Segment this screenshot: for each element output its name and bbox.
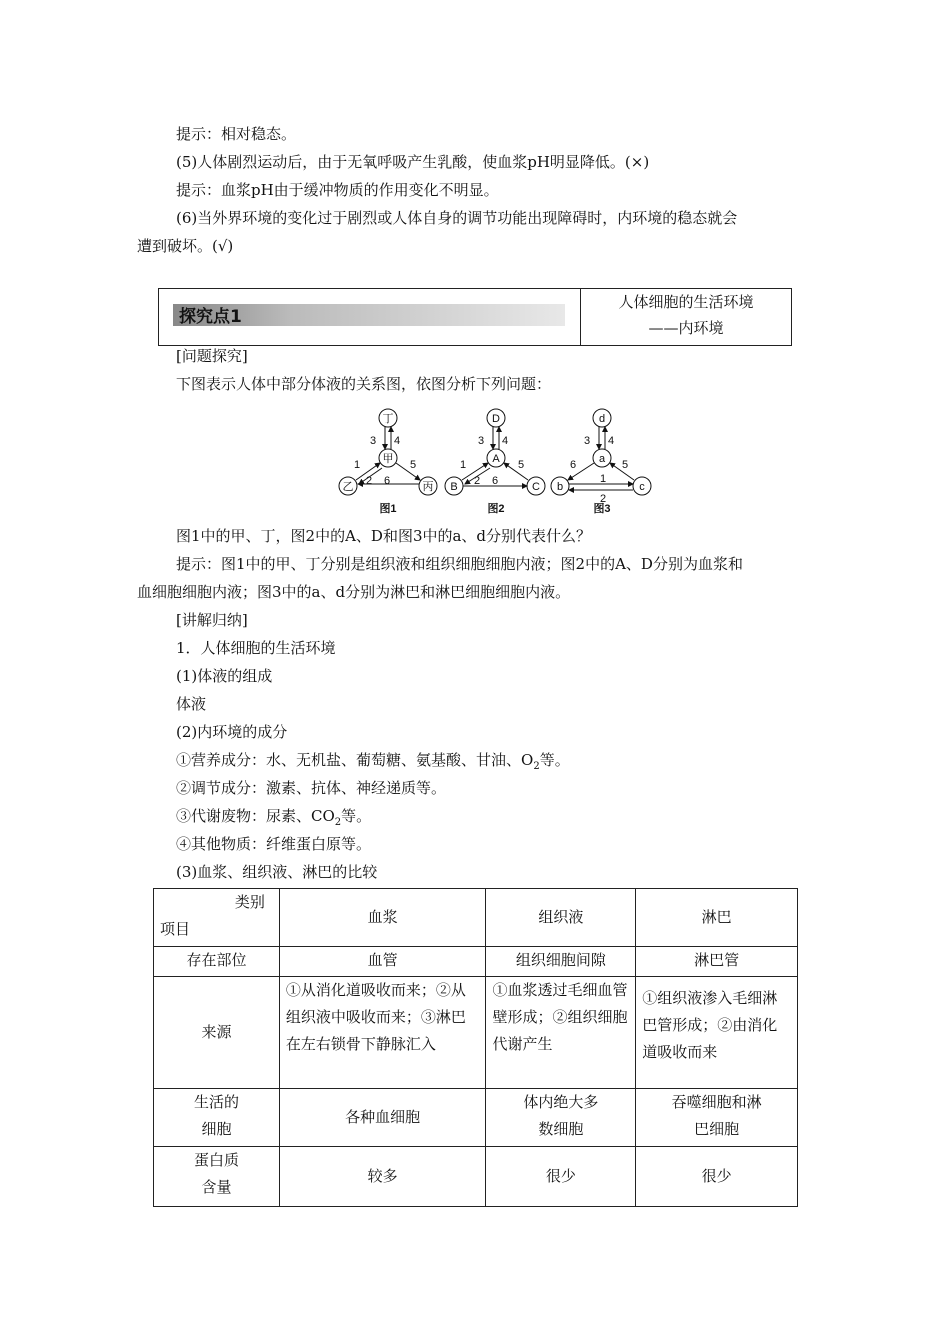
waste-text: ③代谢废物：尿素、CO xyxy=(176,807,335,825)
section-subtitle: ——内环境 xyxy=(648,319,724,337)
table-cell: 淋巴管 xyxy=(636,947,798,977)
svg-text:1: 1 xyxy=(460,459,467,471)
figure-1-center: 甲 xyxy=(382,453,394,465)
section-tag: 探究点1 xyxy=(179,307,242,327)
nutrients-text: ①营养成分：水、无机盐、葡萄糖、氨基酸、甘油、O xyxy=(176,751,534,769)
row-label: 来源 xyxy=(154,977,280,1089)
summary-item xyxy=(176,750,570,777)
summary-heading: [讲解归纳] xyxy=(176,611,248,629)
figure-3-center: a xyxy=(598,453,606,465)
svg-text:2: 2 xyxy=(366,475,373,487)
table-cell: 各种血细胞 xyxy=(279,1089,486,1147)
judgement-6-cont: 遭到破坏。(√) xyxy=(137,237,234,255)
summary-item: (2)内环境的成分 xyxy=(176,723,288,741)
figure-3-top: d xyxy=(598,413,606,425)
problem-question: 图1中的甲、丁，图2中的A、D和图3中的a、d分别代表什么？ xyxy=(176,527,592,545)
corner-top-label: 类别 xyxy=(234,893,265,911)
figure-3-right: c xyxy=(639,481,645,493)
table-corner-cell xyxy=(154,889,280,947)
table-cell: 吞噬细胞和淋巴细胞 xyxy=(636,1089,798,1147)
table-row xyxy=(154,977,798,1089)
summary-item: 1．人体细胞的生活环境 xyxy=(176,639,336,657)
svg-text:5: 5 xyxy=(410,459,417,471)
figure-2-top: D xyxy=(492,413,500,425)
svg-text:3: 3 xyxy=(370,435,377,447)
problem-heading: [问题探究] xyxy=(176,347,248,365)
figure-2-right: C xyxy=(532,481,540,493)
body-fluid-diagrams xyxy=(330,406,660,518)
svg-text:4: 4 xyxy=(608,435,615,447)
svg-text:2: 2 xyxy=(600,493,607,505)
table-row xyxy=(154,1147,798,1207)
section-title: 人体细胞的生活环境 xyxy=(618,293,754,311)
comparison-table xyxy=(153,888,798,1207)
problem-intro: 下图表示人体中部分体液的关系图，依图分析下列问题： xyxy=(176,375,552,393)
judgement-6: (6)当外界环境的变化过于剧烈或人体自身的调节功能出现障碍时，内环境的稳态就会 xyxy=(176,209,738,227)
svg-text:5: 5 xyxy=(518,459,525,471)
figure-1-right: 丙 xyxy=(422,481,434,493)
waste-end: 等。 xyxy=(341,807,372,825)
svg-text:6: 6 xyxy=(492,475,499,487)
table-cell: ①从消化道吸收而来；②从组织液中吸收而来；③淋巴在左右锁骨下静脉汇入 xyxy=(279,977,486,1089)
table-cell: 血管 xyxy=(279,947,486,977)
figure-2-center: A xyxy=(492,453,500,465)
table-cell: 较多 xyxy=(279,1147,486,1207)
table-header: 血浆 xyxy=(279,889,486,947)
svg-text:4: 4 xyxy=(502,435,509,447)
table-cell: ①组织液渗入毛细淋巴管形成；②由消化道吸收而来 xyxy=(636,977,798,1089)
svg-text:3: 3 xyxy=(478,435,485,447)
table-header: 淋巴 xyxy=(636,889,798,947)
row-label: 存在部位 xyxy=(154,947,280,977)
answer-line: 血细胞细胞内液；图3中的a、d分别为淋巴和淋巴细胞细胞内液。 xyxy=(137,583,571,601)
table-cell: 很少 xyxy=(636,1147,798,1207)
row-label: 蛋白质含量 xyxy=(154,1147,280,1207)
table-row xyxy=(154,947,798,977)
judgement-5: (5)人体剧烈运动后，由于无氧呼吸产生乳酸，使血浆pH明显降低。(×) xyxy=(176,153,650,171)
section-header xyxy=(158,288,792,346)
table-row xyxy=(154,1089,798,1147)
svg-text:4: 4 xyxy=(394,435,401,447)
figure-2-caption: 图2 xyxy=(487,503,505,515)
table-cell: 很少 xyxy=(486,1147,636,1207)
figure-3-left: b xyxy=(556,481,564,493)
hint-text: 提示：相对稳态。 xyxy=(176,125,297,143)
figure-1-left: 乙 xyxy=(342,481,354,493)
table-header-row xyxy=(154,889,798,947)
svg-text:1: 1 xyxy=(354,459,361,471)
svg-text:1: 1 xyxy=(600,473,607,485)
table-header: 组织液 xyxy=(486,889,636,947)
svg-text:5: 5 xyxy=(622,459,629,471)
summary-item: (3)血浆、组织液、淋巴的比较 xyxy=(176,863,378,881)
table-cell: 组织细胞间隙 xyxy=(486,947,636,977)
summary-item: ②调节成分：激素、抗体、神经递质等。 xyxy=(176,779,447,797)
row-label: 生活的细胞 xyxy=(154,1089,280,1147)
subscript: 2 xyxy=(533,761,540,772)
summary-item xyxy=(176,806,371,833)
figure-1-top: 丁 xyxy=(382,413,394,425)
summary-item: (1)体液的组成 xyxy=(176,667,273,685)
figure-2-left: B xyxy=(450,481,458,493)
svg-text:6: 6 xyxy=(570,459,577,471)
summary-item: 体液 xyxy=(176,695,207,713)
answer-line: 提示：图1中的甲、丁分别是组织液和组织细胞细胞内液；图2中的A、D分别为血浆和 xyxy=(176,555,743,573)
figure-3-caption: 图3 xyxy=(593,503,611,515)
hint-text: 提示：血浆pH由于缓冲物质的作用变化不明显。 xyxy=(176,181,499,199)
svg-text:2: 2 xyxy=(474,475,481,487)
corner-bottom-label: 项目 xyxy=(160,920,191,938)
svg-text:6: 6 xyxy=(384,475,391,487)
subscript: 2 xyxy=(334,817,342,828)
summary-item: ④其他物质：纤维蛋白原等。 xyxy=(176,835,372,853)
svg-text:3: 3 xyxy=(584,435,591,447)
table-cell: ①血浆透过毛细血管壁形成；②组织细胞代谢产生 xyxy=(486,977,636,1089)
figure-1-caption: 图1 xyxy=(379,503,397,515)
table-cell: 体内绝大多数细胞 xyxy=(486,1089,636,1147)
nutrients-end: 等。 xyxy=(539,751,570,769)
